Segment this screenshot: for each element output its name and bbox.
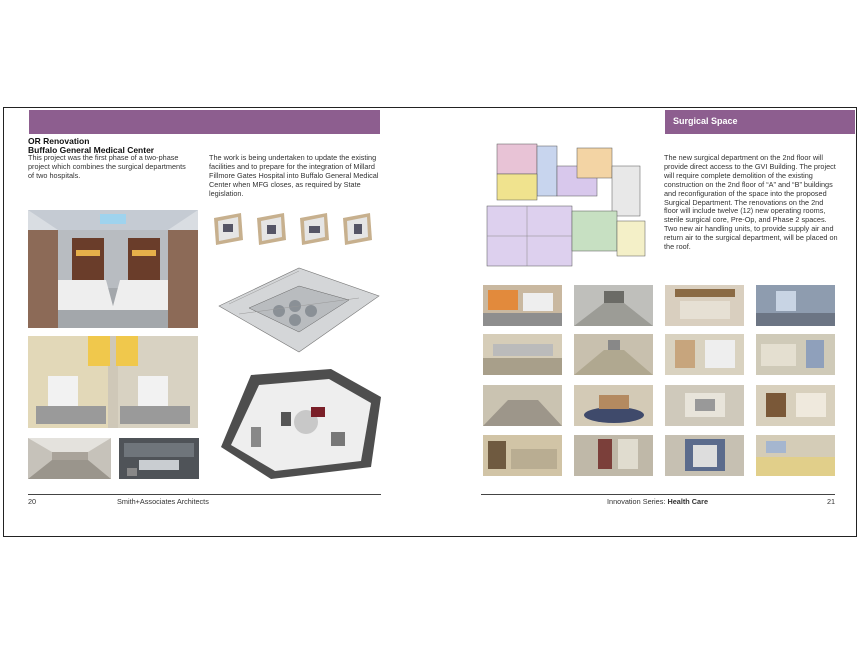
brochure-spread xyxy=(3,107,857,537)
render-thumb-9 xyxy=(483,385,562,426)
left-footer-rule xyxy=(28,494,381,495)
room-module-render-3 xyxy=(297,210,332,248)
description-paragraph: The work is being undertaken to update the existing facilities and to prepare for the integration of Millard Fillmore Gates Hospital into Buffalo General Medical Center when MFG closes, as required by State legislation. xyxy=(209,153,379,198)
render-thumb-14 xyxy=(574,435,653,476)
surgical-suite-render xyxy=(119,438,199,479)
left-page xyxy=(4,108,430,536)
operating-room-render xyxy=(211,367,386,481)
right-page xyxy=(431,108,857,536)
right-header-band xyxy=(665,110,855,134)
patient-room-render xyxy=(28,210,198,328)
project-location: Buffalo General Medical Center xyxy=(28,145,155,155)
footer-series-label: Innovation Series: xyxy=(607,497,668,506)
render-thumb-11 xyxy=(665,385,744,426)
render-thumb-4 xyxy=(756,285,835,326)
isometric-floor-model xyxy=(209,256,384,358)
render-thumb-10 xyxy=(574,385,653,426)
right-footer-series xyxy=(607,497,708,506)
render-thumb-16 xyxy=(756,435,835,476)
render-thumb-8 xyxy=(756,334,835,375)
right-page-number: 21 xyxy=(827,497,836,506)
section-title: Surgical Space xyxy=(673,116,738,126)
render-thumb-15 xyxy=(665,435,744,476)
room-module-render-4 xyxy=(340,210,375,248)
surgical-description: The new surgical department on the 2nd floor will provide direct access to the GVI Building. The project will require complete demolition of the existing construction on the 2nd floor of “A” and “B” buildings and reconfiguration of the space into the proposed Surgical Department. The renovations on the 2nd floor will include twelve (12) new operating rooms, sterile surgical core, Pre-Op, and Phase 2 spaces. Two new air handling units, to provide supply air and return air to the surgical department, will be placed on the roof. xyxy=(664,153,838,252)
left-page-number: 20 xyxy=(28,497,37,506)
room-module-render-2 xyxy=(254,210,289,248)
paired-rooms-render xyxy=(28,336,198,428)
room-module-render-1 xyxy=(211,210,246,248)
render-thumb-7 xyxy=(665,334,744,375)
right-footer-rule xyxy=(481,494,835,495)
corridor-render xyxy=(28,438,111,479)
floor-plan-image xyxy=(477,136,652,271)
render-thumb-6 xyxy=(574,334,653,375)
render-thumb-1 xyxy=(483,285,562,326)
render-thumb-2 xyxy=(574,285,653,326)
project-title: OR Renovation xyxy=(28,136,90,146)
footer-series-topic: Health Care xyxy=(667,497,709,506)
left-footer-firm: Smith+Associates Architects xyxy=(117,497,209,506)
render-thumb-12 xyxy=(756,385,835,426)
left-header-band xyxy=(29,110,380,134)
render-thumb-13 xyxy=(483,435,562,476)
render-thumb-3 xyxy=(665,285,744,326)
intro-paragraph: This project was the first phase of a two-phase project which combines the surgical departments of two hospitals. xyxy=(28,153,186,180)
render-thumb-5 xyxy=(483,334,562,375)
